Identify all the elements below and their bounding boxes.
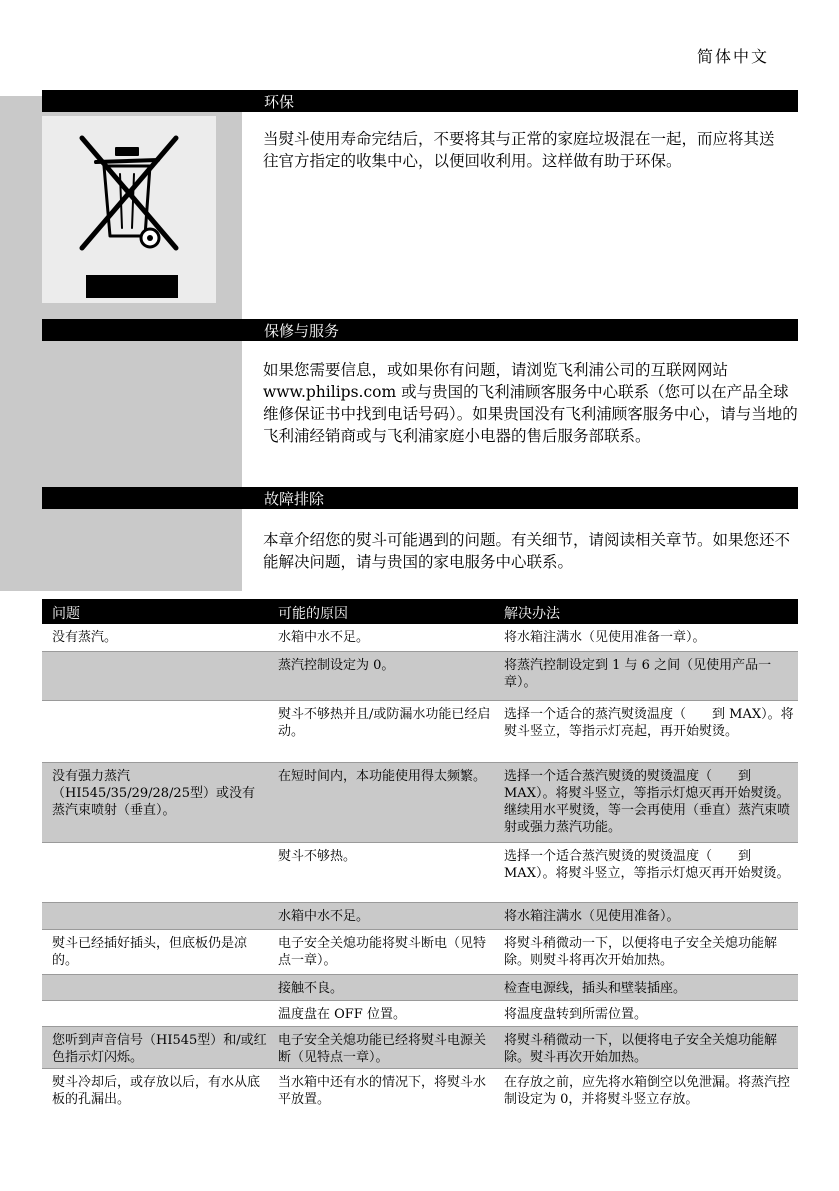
- header-cause: 可能的原因: [278, 606, 348, 622]
- table-header: [42, 599, 798, 624]
- cell-solution: 在存放之前，应先将水箱倒空以免泄漏。将蒸汽控制设定为 0，并将熨斗竖立存放。: [504, 1075, 791, 1107]
- table-row: [42, 763, 798, 843]
- recycle-symbol-panel: [42, 116, 216, 303]
- cell-cause: 温度盘在 OFF 位置。: [278, 1007, 406, 1022]
- section-title: 保修与服务: [264, 322, 340, 340]
- table-row: [42, 975, 798, 1001]
- cell-solution: 检查电源线，插头和壁装插座。: [504, 981, 687, 996]
- cell-cause: 熨斗不够热。: [278, 849, 357, 864]
- cell-solution: 将水箱注满水（见使用准备）。: [504, 909, 680, 924]
- cell-solution: 将熨斗稍微动一下，以便将电子安全关熄功能解除。则熨斗将再次开始加热。: [504, 936, 778, 968]
- cell-problem: 没有蒸汽。: [52, 630, 118, 645]
- table-row: [42, 903, 798, 930]
- cell-solution: 选择一个适合的蒸汽熨烫温度（ 到 MAX）。将熨斗竖立，等指示灯亮起，再开始熨烫。: [504, 707, 794, 739]
- header-problem: 问题: [52, 606, 80, 622]
- section-title: 故障排除: [264, 490, 325, 508]
- cell-problem: 没有强力蒸汽（HI545/35/29/28/25型）或没有蒸汽束喷射（垂直）。: [52, 769, 255, 818]
- language-label: 简体中文: [696, 47, 769, 66]
- cell-cause: 水箱中水不足。: [278, 630, 370, 645]
- cell-solution: 将温度盘转到所需位置。: [504, 1007, 648, 1022]
- cell-solution: 将水箱注满水（见使用准备一章）。: [504, 630, 706, 645]
- cell-cause: 蒸汽控制设定为 0。: [278, 658, 395, 673]
- table-row: [42, 843, 798, 903]
- cell-cause: 在短时间内，本功能使用得太频繁。: [278, 769, 487, 784]
- cell-problem: 熨斗冷却后，或存放以后，有水从底板的孔漏出。: [52, 1075, 261, 1107]
- troubleshooting-text: 本章介绍您的熨斗可能遇到的问题。有关细节，请阅读相关章节。如果您还不能解决问题，请与贵国的家电服务中心联系。: [263, 531, 791, 571]
- table-row: [42, 701, 798, 763]
- table-row: [42, 1027, 798, 1069]
- table-row: [42, 1069, 798, 1119]
- cell-cause: 当水箱中还有水的情况下，将熨斗水平放置。: [278, 1075, 487, 1107]
- cell-cause: 电子安全关熄功能已经将熨斗电源关断（见特点一章）。: [278, 1033, 487, 1065]
- table-row: [42, 624, 798, 652]
- warranty-text: 如果您需要信息，或如果你有问题，请浏览飞利浦公司的互联网网站 www.philips.com 或与贵国的飞利浦顾客服务中心联系（您可以在产品全球维修保证书中找到电话号码）。如果贵国没有飞利浦顾客服务中心，请与当地的飞利浦经销商或与飞利浦家庭小电器的售后服务部联系。: [263, 361, 798, 445]
- cell-solution: 选择一个适合蒸汽熨烫的熨烫温度（ 到 MAX）。将熨斗竖立，等指示灯熄灭再开始熨烫。继续用水平熨烫，等一会再使用（垂直）蒸汽束喷射或强力蒸汽功能。: [504, 769, 791, 835]
- cell-problem: 熨斗已经插好插头，但底板仍是凉的。: [52, 936, 248, 968]
- header-solution: 解决办法: [504, 606, 560, 622]
- table-row: [42, 652, 798, 701]
- cell-cause: 接触不良。: [278, 981, 344, 996]
- section-header-warranty: [42, 319, 798, 341]
- section-header-environment: [42, 90, 798, 112]
- crossed-out-bin-icon: [42, 116, 216, 303]
- section-title: 环保: [264, 93, 295, 111]
- cell-solution: 将蒸汽控制设定到 1 与 6 之间（见使用产品一章）。: [504, 658, 772, 690]
- table-row: [42, 930, 798, 975]
- troubleshooting-table: [42, 599, 798, 1119]
- cell-cause: 熨斗不够热并且/或防漏水功能已经启动。: [278, 707, 491, 739]
- cell-cause: 水箱中水不足。: [278, 909, 370, 924]
- cell-solution: 选择一个适合蒸汽熨烫的熨烫温度（ 到 MAX）。将熨斗竖立，等指示灯熄灭再开始熨烫。: [504, 849, 790, 881]
- section-header-troubleshooting: [42, 487, 798, 509]
- environment-text: 当熨斗使用寿命完结后，不要将其与正常的家庭垃圾混在一起，而应将其送往官方指定的收集中心，以便回收利用。这样做有助于环保。: [263, 130, 775, 170]
- cell-problem: 您听到声音信号（HI545型）和/或红色指示灯闪烁。: [52, 1033, 267, 1065]
- cell-solution: 将熨斗稍微动一下，以便将电子安全关熄功能解除。熨斗再次开始加热。: [504, 1033, 778, 1065]
- cell-cause: 电子安全关熄功能将熨斗断电（见特点一章）。: [278, 936, 487, 968]
- table-row: [42, 1001, 798, 1027]
